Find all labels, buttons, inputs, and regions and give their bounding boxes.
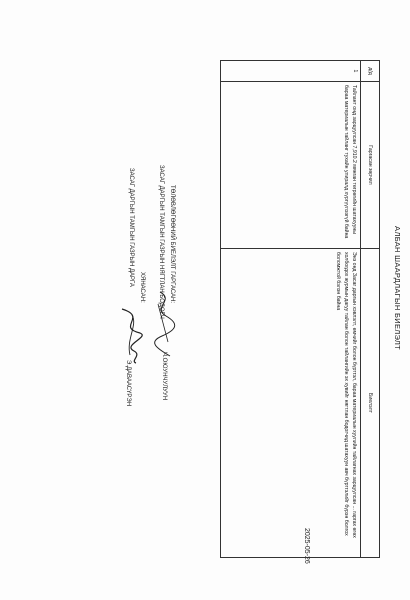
checked-label: ХЯНАСАН:: [139, 272, 145, 303]
verified-role: ЗАСАГ ДАРГЫН ТАМГЫН ГАЗРЫН НЯГТЛАН БОДОГЧ: [158, 165, 164, 319]
row-violation: Тайлант онд зарцуулсан 7,910.2 мянган төгрөгийн шатахууны бараа материалын тайланг тухайн улиралд хүргүүлээгүй байна: [221, 82, 361, 249]
document-date: 2025-05-26: [303, 528, 310, 564]
verified-label: ТӨЛӨВЛӨГӨӨНИЙ БИЕЛЭЛТ ГАРГАСАН:: [169, 185, 175, 304]
checked-name: Э.ДАВААСҮРЭН: [125, 360, 131, 407]
signature-scribble-1: [150, 290, 180, 360]
verified-name: Ч.ОЮУНЧУЛУУН: [161, 352, 167, 401]
row-num: 1: [221, 61, 361, 82]
checked-role: ЗАСАГ ДАРГЫН ТАМГЫН ГАЗРЫН ДАРГА: [128, 168, 134, 287]
table-row: [221, 61, 361, 558]
row-fulfillment: Энэ онд Засаг даргын хэвлэлт, өмчийг болон бүртгэл, бараа материалын хуулийн тайлагнах зарцуулсан ... гаргах өгөх холбогдох журмын дагуу тайлан болон тайлангийн эх хувийг нягтлан бодогчид шатахуун авч бүртгэлийг бүрэн болгох боломжтой бэлэн байна: [221, 249, 361, 558]
signature-scribble-2: [112, 305, 152, 365]
header-num: д/д: [361, 61, 380, 82]
page-title: АЛБАН ШААРДЛАГЫН БИЕЛЭЛТ: [393, 226, 402, 351]
header-fulfillment: Биелэлт: [361, 249, 380, 558]
table-header-row: [361, 61, 380, 558]
header-violation: Гаргасан зөрчил: [361, 82, 380, 249]
fulfillment-table: [220, 60, 380, 558]
